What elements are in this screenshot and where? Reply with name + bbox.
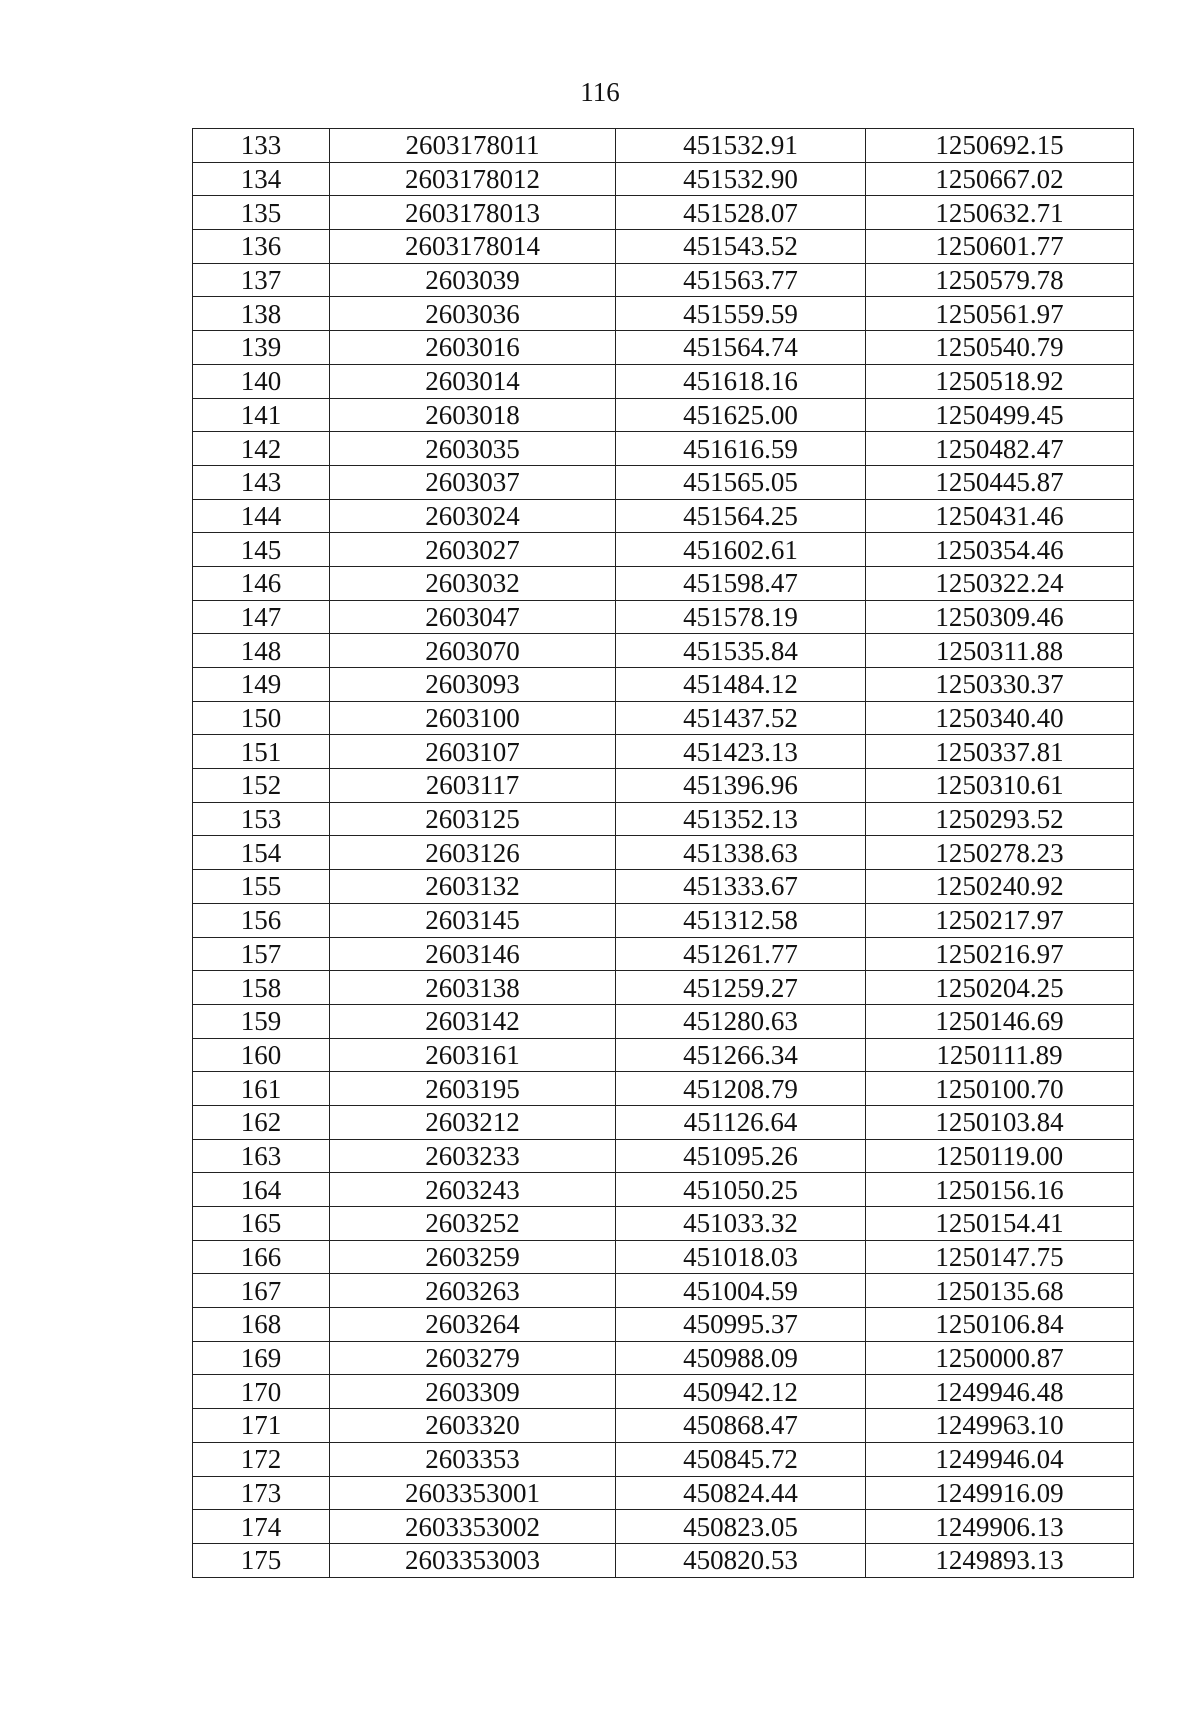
point-id-cell: 2603107 xyxy=(330,735,616,769)
row-index-cell: 157 xyxy=(193,937,330,971)
point-id-cell: 2603195 xyxy=(330,1072,616,1106)
x-coordinate-cell: 451602.61 xyxy=(616,533,866,567)
point-id-cell: 2603100 xyxy=(330,701,616,735)
row-index-cell: 146 xyxy=(193,566,330,600)
coordinates-table xyxy=(192,128,1134,1578)
row-index-cell: 160 xyxy=(193,1038,330,1072)
x-coordinate-cell: 451484.12 xyxy=(616,668,866,702)
table-row xyxy=(193,331,1134,365)
y-coordinate-cell: 1250579.78 xyxy=(866,263,1134,297)
y-coordinate-cell: 1250106.84 xyxy=(866,1308,1134,1342)
point-id-cell: 2603178011 xyxy=(330,129,616,163)
y-coordinate-cell: 1250499.45 xyxy=(866,398,1134,432)
table-row xyxy=(193,1341,1134,1375)
table-row xyxy=(193,836,1134,870)
row-index-cell: 153 xyxy=(193,802,330,836)
x-coordinate-cell: 451208.79 xyxy=(616,1072,866,1106)
table-row xyxy=(193,1375,1134,1409)
row-index-cell: 159 xyxy=(193,1004,330,1038)
point-id-cell: 2603036 xyxy=(330,297,616,331)
point-id-cell: 2603035 xyxy=(330,432,616,466)
table-row xyxy=(193,398,1134,432)
table-row xyxy=(193,1072,1134,1106)
x-coordinate-cell: 451338.63 xyxy=(616,836,866,870)
table-row xyxy=(193,1207,1134,1241)
point-id-cell: 2603178014 xyxy=(330,230,616,264)
point-id-cell: 2603353001 xyxy=(330,1476,616,1510)
x-coordinate-cell: 451266.34 xyxy=(616,1038,866,1072)
row-index-cell: 143 xyxy=(193,465,330,499)
point-id-cell: 2603279 xyxy=(330,1341,616,1375)
y-coordinate-cell: 1250561.97 xyxy=(866,297,1134,331)
point-id-cell: 2603146 xyxy=(330,937,616,971)
x-coordinate-cell: 451564.74 xyxy=(616,331,866,365)
point-id-cell: 2603212 xyxy=(330,1105,616,1139)
x-coordinate-cell: 451564.25 xyxy=(616,499,866,533)
point-id-cell: 2603178012 xyxy=(330,162,616,196)
table-row xyxy=(193,668,1134,702)
table-row xyxy=(193,129,1134,163)
point-id-cell: 2603070 xyxy=(330,634,616,668)
x-coordinate-cell: 451563.77 xyxy=(616,263,866,297)
y-coordinate-cell: 1250100.70 xyxy=(866,1072,1134,1106)
table-row xyxy=(193,499,1134,533)
table-row xyxy=(193,937,1134,971)
row-index-cell: 150 xyxy=(193,701,330,735)
point-id-cell: 2603132 xyxy=(330,870,616,904)
y-coordinate-cell: 1250103.84 xyxy=(866,1105,1134,1139)
point-id-cell: 2603014 xyxy=(330,364,616,398)
row-index-cell: 138 xyxy=(193,297,330,331)
table-row xyxy=(193,1173,1134,1207)
table-row xyxy=(193,1510,1134,1544)
y-coordinate-cell: 1250135.68 xyxy=(866,1274,1134,1308)
row-index-cell: 163 xyxy=(193,1139,330,1173)
point-id-cell: 2603264 xyxy=(330,1308,616,1342)
x-coordinate-cell: 451616.59 xyxy=(616,432,866,466)
x-coordinate-cell: 450823.05 xyxy=(616,1510,866,1544)
table-row xyxy=(193,634,1134,668)
y-coordinate-cell: 1250216.97 xyxy=(866,937,1134,971)
x-coordinate-cell: 451259.27 xyxy=(616,971,866,1005)
y-coordinate-cell: 1250337.81 xyxy=(866,735,1134,769)
row-index-cell: 135 xyxy=(193,196,330,230)
y-coordinate-cell: 1249906.13 xyxy=(866,1510,1134,1544)
point-id-cell: 2603353002 xyxy=(330,1510,616,1544)
x-coordinate-cell: 451578.19 xyxy=(616,600,866,634)
point-id-cell: 2603259 xyxy=(330,1240,616,1274)
point-id-cell: 2603125 xyxy=(330,802,616,836)
y-coordinate-cell: 1250632.71 xyxy=(866,196,1134,230)
table-row xyxy=(193,802,1134,836)
y-coordinate-cell: 1250309.46 xyxy=(866,600,1134,634)
x-coordinate-cell: 451312.58 xyxy=(616,903,866,937)
table-row xyxy=(193,1139,1134,1173)
table-row xyxy=(193,566,1134,600)
table-row xyxy=(193,701,1134,735)
row-index-cell: 142 xyxy=(193,432,330,466)
point-id-cell: 2603027 xyxy=(330,533,616,567)
point-id-cell: 2603024 xyxy=(330,499,616,533)
y-coordinate-cell: 1250354.46 xyxy=(866,533,1134,567)
x-coordinate-cell: 451528.07 xyxy=(616,196,866,230)
x-coordinate-cell: 451033.32 xyxy=(616,1207,866,1241)
row-index-cell: 171 xyxy=(193,1409,330,1443)
point-id-cell: 2603047 xyxy=(330,600,616,634)
x-coordinate-cell: 450820.53 xyxy=(616,1543,866,1577)
x-coordinate-cell: 450942.12 xyxy=(616,1375,866,1409)
point-id-cell: 2603016 xyxy=(330,331,616,365)
x-coordinate-cell: 450868.47 xyxy=(616,1409,866,1443)
point-id-cell: 2603252 xyxy=(330,1207,616,1241)
table-row xyxy=(193,1274,1134,1308)
row-index-cell: 161 xyxy=(193,1072,330,1106)
x-coordinate-cell: 451535.84 xyxy=(616,634,866,668)
table-row xyxy=(193,735,1134,769)
y-coordinate-cell: 1250667.02 xyxy=(866,162,1134,196)
y-coordinate-cell: 1250445.87 xyxy=(866,465,1134,499)
x-coordinate-cell: 451126.64 xyxy=(616,1105,866,1139)
y-coordinate-cell: 1250000.87 xyxy=(866,1341,1134,1375)
y-coordinate-cell: 1249963.10 xyxy=(866,1409,1134,1443)
point-id-cell: 2603037 xyxy=(330,465,616,499)
y-coordinate-cell: 1250293.52 xyxy=(866,802,1134,836)
x-coordinate-cell: 450988.09 xyxy=(616,1341,866,1375)
y-coordinate-cell: 1250340.40 xyxy=(866,701,1134,735)
row-index-cell: 147 xyxy=(193,600,330,634)
table-row xyxy=(193,1308,1134,1342)
point-id-cell: 2603309 xyxy=(330,1375,616,1409)
row-index-cell: 145 xyxy=(193,533,330,567)
row-index-cell: 151 xyxy=(193,735,330,769)
table-row xyxy=(193,1543,1134,1577)
row-index-cell: 175 xyxy=(193,1543,330,1577)
row-index-cell: 137 xyxy=(193,263,330,297)
y-coordinate-cell: 1250311.88 xyxy=(866,634,1134,668)
y-coordinate-cell: 1250146.69 xyxy=(866,1004,1134,1038)
point-id-cell: 2603032 xyxy=(330,566,616,600)
table-row xyxy=(193,903,1134,937)
row-index-cell: 152 xyxy=(193,769,330,803)
point-id-cell: 2603018 xyxy=(330,398,616,432)
y-coordinate-cell: 1250217.97 xyxy=(866,903,1134,937)
x-coordinate-cell: 450845.72 xyxy=(616,1442,866,1476)
x-coordinate-cell: 451618.16 xyxy=(616,364,866,398)
point-id-cell: 2603126 xyxy=(330,836,616,870)
row-index-cell: 166 xyxy=(193,1240,330,1274)
x-coordinate-cell: 451532.90 xyxy=(616,162,866,196)
table-row xyxy=(193,364,1134,398)
x-coordinate-cell: 451352.13 xyxy=(616,802,866,836)
table-row xyxy=(193,230,1134,264)
page-number: 116 xyxy=(580,77,620,107)
row-index-cell: 154 xyxy=(193,836,330,870)
table-row xyxy=(193,1038,1134,1072)
y-coordinate-cell: 1250154.41 xyxy=(866,1207,1134,1241)
y-coordinate-cell: 1250310.61 xyxy=(866,769,1134,803)
row-index-cell: 164 xyxy=(193,1173,330,1207)
y-coordinate-cell: 1250431.46 xyxy=(866,499,1134,533)
y-coordinate-cell: 1250518.92 xyxy=(866,364,1134,398)
row-index-cell: 144 xyxy=(193,499,330,533)
row-index-cell: 168 xyxy=(193,1308,330,1342)
row-index-cell: 141 xyxy=(193,398,330,432)
point-id-cell: 2603233 xyxy=(330,1139,616,1173)
y-coordinate-cell: 1250601.77 xyxy=(866,230,1134,264)
x-coordinate-cell: 451333.67 xyxy=(616,870,866,904)
x-coordinate-cell: 450995.37 xyxy=(616,1308,866,1342)
table-row xyxy=(193,600,1134,634)
x-coordinate-cell: 451050.25 xyxy=(616,1173,866,1207)
table-row xyxy=(193,196,1134,230)
table-row xyxy=(193,1442,1134,1476)
row-index-cell: 172 xyxy=(193,1442,330,1476)
x-coordinate-cell: 451018.03 xyxy=(616,1240,866,1274)
x-coordinate-cell: 451532.91 xyxy=(616,129,866,163)
x-coordinate-cell: 451437.52 xyxy=(616,701,866,735)
y-coordinate-cell: 1250156.16 xyxy=(866,1173,1134,1207)
table-row xyxy=(193,162,1134,196)
x-coordinate-cell: 451565.05 xyxy=(616,465,866,499)
point-id-cell: 2603117 xyxy=(330,769,616,803)
point-id-cell: 2603353003 xyxy=(330,1543,616,1577)
y-coordinate-cell: 1250482.47 xyxy=(866,432,1134,466)
table-row xyxy=(193,465,1134,499)
y-coordinate-cell: 1249893.13 xyxy=(866,1543,1134,1577)
table-row xyxy=(193,533,1134,567)
point-id-cell: 2603320 xyxy=(330,1409,616,1443)
point-id-cell: 2603178013 xyxy=(330,196,616,230)
table-body xyxy=(193,129,1134,1578)
y-coordinate-cell: 1250692.15 xyxy=(866,129,1134,163)
x-coordinate-cell: 451095.26 xyxy=(616,1139,866,1173)
row-index-cell: 136 xyxy=(193,230,330,264)
point-id-cell: 2603142 xyxy=(330,1004,616,1038)
point-id-cell: 2603138 xyxy=(330,971,616,1005)
row-index-cell: 169 xyxy=(193,1341,330,1375)
row-index-cell: 173 xyxy=(193,1476,330,1510)
x-coordinate-cell: 451559.59 xyxy=(616,297,866,331)
row-index-cell: 133 xyxy=(193,129,330,163)
row-index-cell: 156 xyxy=(193,903,330,937)
table-row xyxy=(193,870,1134,904)
table-row xyxy=(193,263,1134,297)
y-coordinate-cell: 1250119.00 xyxy=(866,1139,1134,1173)
y-coordinate-cell: 1250540.79 xyxy=(866,331,1134,365)
row-index-cell: 149 xyxy=(193,668,330,702)
x-coordinate-cell: 451598.47 xyxy=(616,566,866,600)
table-row xyxy=(193,432,1134,466)
y-coordinate-cell: 1249946.48 xyxy=(866,1375,1134,1409)
point-id-cell: 2603243 xyxy=(330,1173,616,1207)
x-coordinate-cell: 451004.59 xyxy=(616,1274,866,1308)
x-coordinate-cell: 451261.77 xyxy=(616,937,866,971)
point-id-cell: 2603039 xyxy=(330,263,616,297)
table-row xyxy=(193,1240,1134,1274)
x-coordinate-cell: 451396.96 xyxy=(616,769,866,803)
point-id-cell: 2603161 xyxy=(330,1038,616,1072)
y-coordinate-cell: 1250322.24 xyxy=(866,566,1134,600)
row-index-cell: 134 xyxy=(193,162,330,196)
point-id-cell: 2603093 xyxy=(330,668,616,702)
row-index-cell: 162 xyxy=(193,1105,330,1139)
table-row xyxy=(193,1105,1134,1139)
x-coordinate-cell: 451423.13 xyxy=(616,735,866,769)
point-id-cell: 2603145 xyxy=(330,903,616,937)
y-coordinate-cell: 1250278.23 xyxy=(866,836,1134,870)
row-index-cell: 170 xyxy=(193,1375,330,1409)
x-coordinate-cell: 451543.52 xyxy=(616,230,866,264)
point-id-cell: 2603353 xyxy=(330,1442,616,1476)
row-index-cell: 167 xyxy=(193,1274,330,1308)
table-row xyxy=(193,769,1134,803)
row-index-cell: 165 xyxy=(193,1207,330,1241)
y-coordinate-cell: 1250204.25 xyxy=(866,971,1134,1005)
y-coordinate-cell: 1250330.37 xyxy=(866,668,1134,702)
x-coordinate-cell: 451625.00 xyxy=(616,398,866,432)
table-row xyxy=(193,1004,1134,1038)
point-id-cell: 2603263 xyxy=(330,1274,616,1308)
x-coordinate-cell: 451280.63 xyxy=(616,1004,866,1038)
y-coordinate-cell: 1250147.75 xyxy=(866,1240,1134,1274)
row-index-cell: 174 xyxy=(193,1510,330,1544)
row-index-cell: 158 xyxy=(193,971,330,1005)
table-row xyxy=(193,297,1134,331)
row-index-cell: 139 xyxy=(193,331,330,365)
y-coordinate-cell: 1249946.04 xyxy=(866,1442,1134,1476)
row-index-cell: 155 xyxy=(193,870,330,904)
table-row xyxy=(193,971,1134,1005)
table-row xyxy=(193,1476,1134,1510)
x-coordinate-cell: 450824.44 xyxy=(616,1476,866,1510)
table-row xyxy=(193,1409,1134,1443)
y-coordinate-cell: 1249916.09 xyxy=(866,1476,1134,1510)
row-index-cell: 140 xyxy=(193,364,330,398)
row-index-cell: 148 xyxy=(193,634,330,668)
y-coordinate-cell: 1250111.89 xyxy=(866,1038,1134,1072)
y-coordinate-cell: 1250240.92 xyxy=(866,870,1134,904)
